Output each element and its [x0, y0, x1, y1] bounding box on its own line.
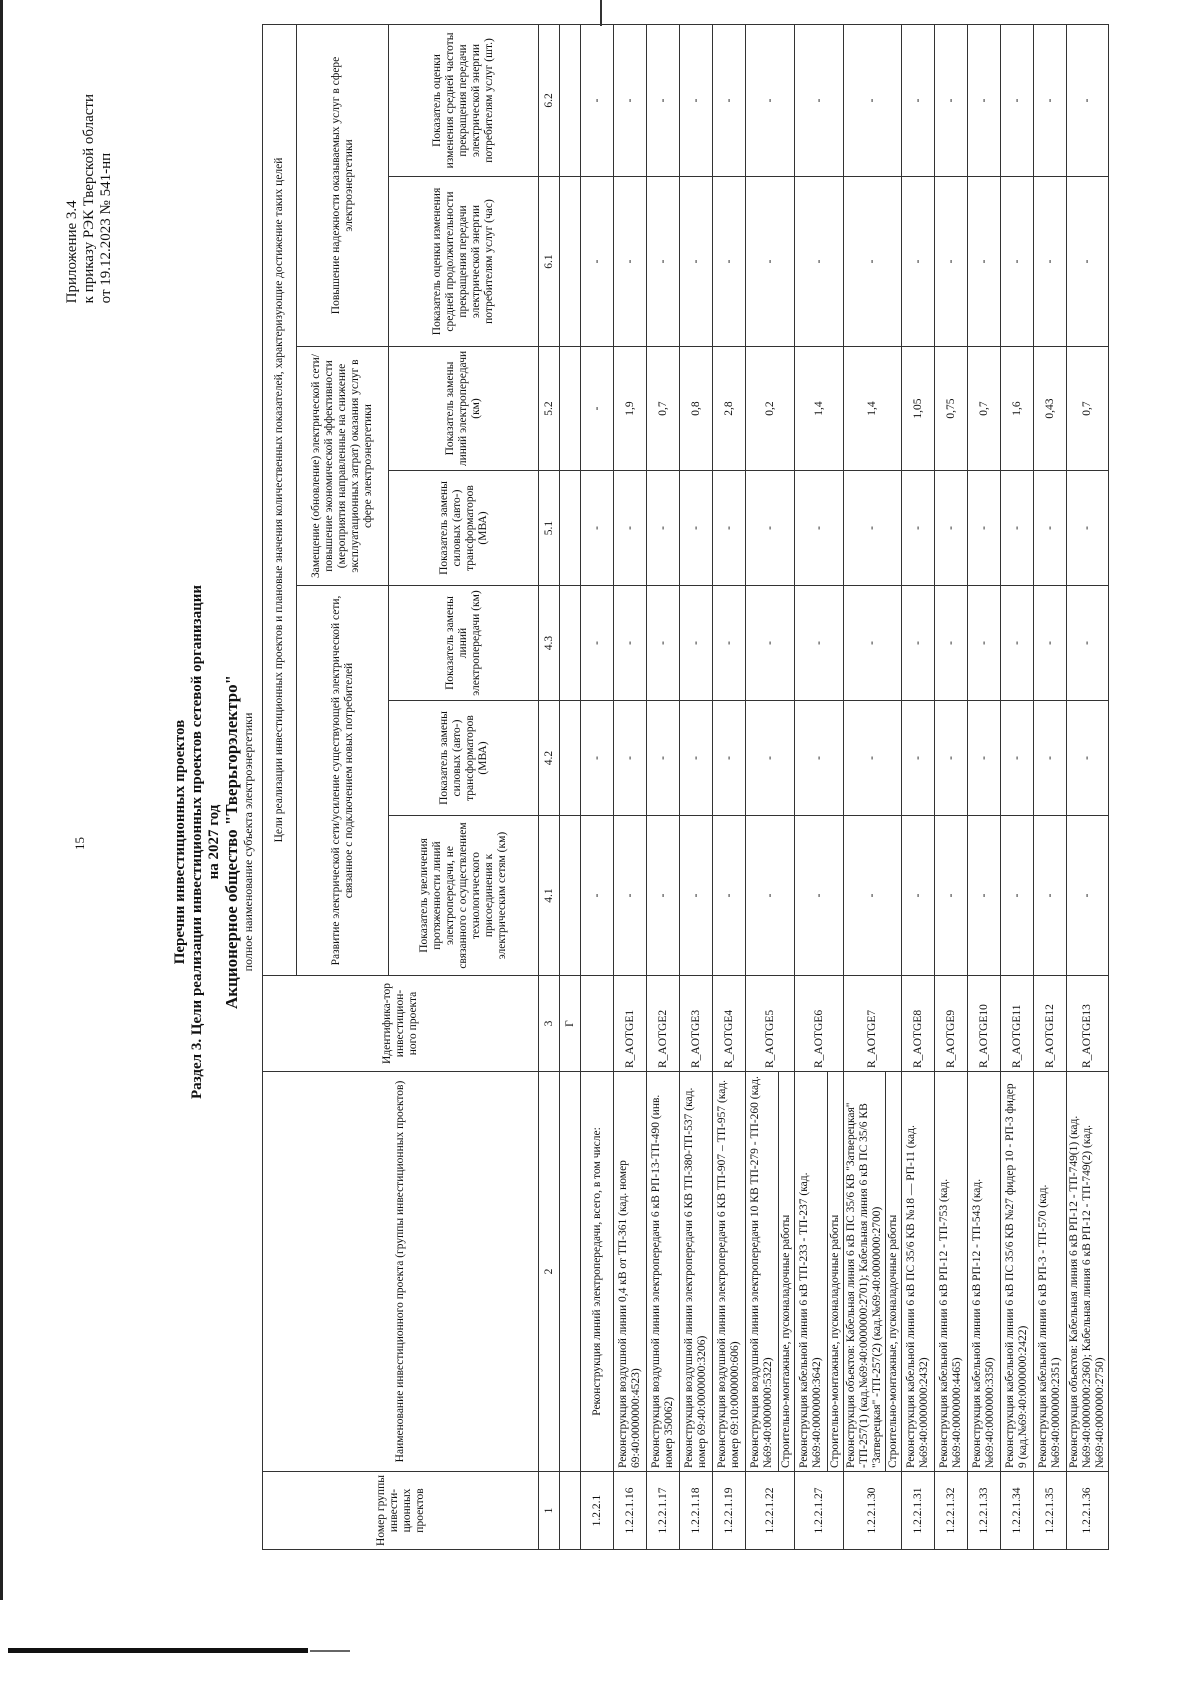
row-indicator-value: - [795, 471, 844, 586]
row-indicator-value: - [902, 816, 935, 976]
row-indicator-value: 1,05 [902, 347, 935, 471]
row-indicator-value: - [581, 24, 614, 176]
header-goal-replacement: Замещение (обновление) электрической сети/повышение экономической эффективности (мероприятия направленные на снижение эксплуатационных затрат) оказания услуг в сфере электроэнергетики [297, 347, 389, 586]
row-indicator-value: - [935, 177, 968, 347]
appendix-line-2: к приказу РЭК Тверской области [81, 94, 97, 304]
row-indicator-value: - [968, 816, 1001, 976]
row-indicator-value: - [1034, 471, 1067, 586]
row-indicator-value: - [713, 177, 746, 347]
table-row [581, 24, 614, 1549]
row-indicator-value: - [902, 471, 935, 586]
row-project-id: R_AOTGE11 [1001, 976, 1034, 1072]
row-indicator-value: 1,6 [1001, 347, 1034, 471]
row-project-id: R_AOTGE2 [647, 976, 680, 1072]
row-indicator-value: - [647, 24, 680, 176]
row-indicator-value: - [614, 471, 647, 586]
header-indicator-5-2: Показатель замены линий электропередачи (км) [389, 347, 539, 471]
header-indicator-4-3: Показатель замены линий электропередачи (км) [389, 586, 539, 701]
row-project-name: Реконструкция кабельной линии 6 кВ ПС 35/6 КВ №18 — РП-11 (кад.№69:40:0000000:2432) [902, 1072, 935, 1472]
header-indicator-6-1: Показатель оценки изменения средней продолжительности прекращения передачи электрической энергии потребителям услуг (час) [389, 177, 539, 347]
row-group-number: 1.2.2.1.36 [1067, 1472, 1109, 1550]
row-work-type: Строительно-монтажные, пусконаладочные работы [886, 1072, 902, 1472]
row-group-number: 1.2.2.1.18 [680, 1472, 713, 1550]
row-indicator-value: - [968, 586, 1001, 701]
column-number: 5.2 [539, 347, 560, 471]
investment-goals-table [262, 24, 1109, 1550]
row-indicator-value: - [844, 701, 902, 816]
organization-name: Акционерное общество "Тверьгорэлектро" [222, 674, 241, 1010]
header-indicator-4-2: Показатель замены силовых (авто-) трансформаторов (МВА) [389, 701, 539, 816]
row-indicator-value: - [1001, 177, 1034, 347]
header-goal-reliability: Повышение надежности оказываемых услуг в сфере электроэнергетики [297, 24, 389, 346]
table-row [746, 24, 779, 1549]
row-indicator-value: - [746, 701, 795, 816]
row-indicator-value: - [902, 586, 935, 701]
header-indicator-4-1: Показатель увеличения протяженности линий электропередачи, не связанного с осуществлением технологического присоединения к электрическим сетям (км) [389, 816, 539, 976]
row-group-number: 1.2.2.1.17 [647, 1472, 680, 1550]
column-number: 6.1 [539, 177, 560, 347]
row-indicator-value: - [647, 586, 680, 701]
row-indicator-value: - [1067, 471, 1109, 586]
document-heading [172, 24, 257, 1660]
row-project-id: R_AOTGE5 [746, 976, 795, 1072]
table-row [935, 24, 968, 1549]
row-indicator-value: - [902, 24, 935, 176]
table-row [844, 24, 886, 1549]
row-project-id: R_AOTGE7 [844, 976, 902, 1072]
row-indicator-value: - [795, 586, 844, 701]
row-project-name: Реконструкция кабельной линии 6 кВ ПС 35/6 КВ №27 фидер 10 - РП-3 фидер 9 (кад.№69:40:0000000:2422) [1001, 1072, 1034, 1472]
row-indicator-value: - [935, 24, 968, 176]
row-indicator-value: - [844, 816, 902, 976]
row-indicator-value: - [935, 586, 968, 701]
table-row [1001, 24, 1034, 1549]
heading-line-3: на 2027 год [206, 804, 222, 880]
row-indicator-value: - [902, 701, 935, 816]
row-indicator-value: - [844, 24, 902, 176]
row-indicator-value: - [713, 701, 746, 816]
row-project-name: Реконструкция кабельной линии 6 кВ ТП-233 - ТП-237 (кад. №69:40:0000000:3642) [795, 1072, 828, 1472]
table-row [614, 24, 647, 1549]
row-project-id: R_AOTGE9 [935, 976, 968, 1072]
row-project-id: R_AOTGE8 [902, 976, 935, 1072]
row-indicator-value: - [581, 177, 614, 347]
row-indicator-value: - [1001, 816, 1034, 976]
row-group-number: 1.2.2.1.34 [1001, 1472, 1034, 1550]
row-project-name: Реконструкция кабельной линии 6 кВ РП-12 - ТП-543 (кад.№69:40:0000000:3350) [968, 1072, 1001, 1472]
column-number: 3 [539, 976, 560, 1072]
row-project-id: R_AOTGE12 [1034, 976, 1067, 1072]
row-project-name: Реконструкция линий электропередачи, всего, в том числе: [581, 1072, 614, 1472]
row-group-number: 1.2.2.1.35 [1034, 1472, 1067, 1550]
page-number: 15 [72, 837, 87, 850]
row-project-name: Реконструкция объектов: Кабельная линия 6 кВ ПС 35/6 КВ "Затверецкая" -ТП-257(1) (кад.№69:40:0000000:2701); Кабельная линия 6 кВ ПС 35/6 КВ "Затверецкая" -ТП-257(2) (кад.№69:40:0000000:2700) [844, 1072, 886, 1472]
gamma-marker: Г [560, 976, 581, 1072]
table-row [795, 24, 828, 1549]
rotated-page [12, 24, 1172, 1660]
row-group-number: 1.2.2.1.19 [713, 1472, 746, 1550]
row-indicator-value: - [746, 816, 795, 976]
row-project-id: R_AOTGE6 [795, 976, 844, 1072]
row-project-name: Реконструкция воздушной линии электропередачи 6 КВ ТП-907 – ТП-957 (кад. номер 69:10:0000000:606) [713, 1072, 746, 1472]
row-indicator-value: - [647, 701, 680, 816]
header-indicator-6-2: Показатель оценки изменения средней частоты прекращения передачи электрической энергии потребителям услуг (шт.) [389, 24, 539, 176]
header-goals: Цели реализации инвестиционных проектов и плановые значения количественных показателей, характеризующие достижение таких целей [263, 24, 297, 975]
row-group-number: 1.2.2.1.33 [968, 1472, 1001, 1550]
gamma-row [560, 24, 581, 1549]
heading-line-1: Перечни инвестиционных проектов [172, 719, 188, 965]
row-project-name: Реконструкция воздушной линии электропередачи 6 кВ РП-13-ТП-490 (инв. номер 350062) [647, 1072, 680, 1472]
row-project-name: Реконструкция воздушной линии электропередачи 10 КВ ТП-279 - ТП-260 (кад. №69:40:0000000:5322) [746, 1072, 779, 1472]
row-indicator-value: - [844, 471, 902, 586]
row-group-number: 1.2.2.1.30 [844, 1472, 902, 1550]
row-indicator-value: - [1001, 471, 1034, 586]
row-indicator-value: - [614, 177, 647, 347]
row-indicator-value: 0,8 [680, 347, 713, 471]
row-indicator-value: - [1034, 816, 1067, 976]
row-project-name: Реконструкция кабельной линии 6 кВ РП-12 - ТП-753 (кад.№69:40:0000000:4465) [935, 1072, 968, 1472]
table-row [680, 24, 713, 1549]
row-indicator-value: - [795, 701, 844, 816]
row-indicator-value: - [1034, 177, 1067, 347]
organization-caption: полное наименование субъекта электроэнергетики [241, 712, 255, 972]
row-indicator-value: - [581, 701, 614, 816]
row-indicator-value: - [713, 24, 746, 176]
row-indicator-value: 2,8 [713, 347, 746, 471]
row-indicator-value: - [935, 816, 968, 976]
row-indicator-value: - [647, 816, 680, 976]
row-indicator-value: - [647, 471, 680, 586]
row-indicator-value: - [581, 586, 614, 701]
heading-line-2: Раздел 3. Цели реализации инвестиционных проектов сетевой организации [189, 584, 205, 1100]
row-indicator-value: - [935, 701, 968, 816]
row-indicator-value: - [795, 24, 844, 176]
column-number: 6.2 [539, 24, 560, 176]
row-indicator-value: 0,2 [746, 347, 795, 471]
row-indicator-value: - [935, 471, 968, 586]
row-indicator-value: - [968, 177, 1001, 347]
row-indicator-value: - [713, 471, 746, 586]
row-indicator-value: - [614, 24, 647, 176]
row-indicator-value: - [746, 24, 795, 176]
row-indicator-value: 0,7 [1067, 347, 1109, 471]
row-group-number: 1.2.2.1 [581, 1472, 614, 1550]
row-indicator-value: 1,4 [844, 347, 902, 471]
row-indicator-value: - [713, 816, 746, 976]
row-indicator-value: - [680, 471, 713, 586]
row-indicator-value: - [902, 177, 935, 347]
row-indicator-value: - [680, 586, 713, 701]
row-indicator-value: 1,9 [614, 347, 647, 471]
row-indicator-value: 1,4 [795, 347, 844, 471]
row-work-type: Строительно-монтажные, пусконаладочные работы [779, 1072, 795, 1472]
scan-left-edge [0, 0, 3, 1600]
row-work-type: Строительно-монтажные, пусконаладочные работы [828, 1072, 844, 1472]
row-indicator-value: - [680, 177, 713, 347]
row-project-id: R_AOTGE1 [614, 976, 647, 1072]
row-indicator-value: - [614, 586, 647, 701]
row-project-name: Реконструкция воздушной линии электропередачи 6 КВ ТП-380-ТП-537 (кад. номер 69:40:0000000:3206) [680, 1072, 713, 1472]
row-indicator-value: - [680, 701, 713, 816]
row-indicator-value: - [647, 177, 680, 347]
row-indicator-value: 0,7 [647, 347, 680, 471]
header-indicator-5-1: Показатель замены силовых (авто-) трансформаторов (МВА) [389, 471, 539, 586]
column-number: 1 [539, 1472, 560, 1550]
column-number: 2 [539, 1072, 560, 1472]
table-body [539, 24, 1109, 1549]
table-row [1067, 24, 1109, 1549]
row-indicator-value: - [1034, 701, 1067, 816]
row-indicator-value: - [795, 177, 844, 347]
row-project-id: R_AOTGE10 [968, 976, 1001, 1072]
column-number: 4.1 [539, 816, 560, 976]
column-number: 5.1 [539, 471, 560, 586]
row-indicator-value: - [1067, 586, 1109, 701]
row-indicator-value: 0,43 [1034, 347, 1067, 471]
row-indicator-value: - [746, 177, 795, 347]
appendix-line-3: от 19.12.2023 № 541-нп [98, 152, 114, 304]
row-group-number: 1.2.2.1.22 [746, 1472, 795, 1550]
row-indicator-value: - [1001, 586, 1034, 701]
row-indicator-value: - [614, 701, 647, 816]
row-indicator-value: - [968, 701, 1001, 816]
row-group-number: 1.2.2.1.32 [935, 1472, 968, 1550]
row-indicator-value: - [581, 816, 614, 976]
column-number: 4.3 [539, 586, 560, 701]
row-indicator-value: - [1001, 24, 1034, 176]
row-indicator-value: - [844, 177, 902, 347]
row-indicator-value: 0,7 [968, 347, 1001, 471]
row-indicator-value: - [713, 586, 746, 701]
row-group-number: 1.2.2.1.31 [902, 1472, 935, 1550]
table-row [968, 24, 1001, 1549]
row-project-name: Реконструкция объектов: Кабельная линия 6 кВ РП-12 - ТП-749(1) (кад.№69:40:0000000:2360); Кабельная линия 6 кВ РП-12 - ТП-749(2) (кад.№69:40:0000000:2750) [1067, 1072, 1109, 1472]
row-project-id [581, 976, 614, 1072]
row-group-number: 1.2.2.1.27 [795, 1472, 844, 1550]
row-project-id: R_AOTGE3 [680, 976, 713, 1072]
column-number-row [539, 24, 560, 1549]
row-indicator-value: - [581, 471, 614, 586]
row-project-id: R_AOTGE4 [713, 976, 746, 1072]
row-indicator-value: - [968, 471, 1001, 586]
header-project-id: Идентифика-тор инвестицион-ного проекта [263, 976, 539, 1072]
row-indicator-value: - [1067, 816, 1109, 976]
appendix-line-1: Приложение 3.4 [64, 200, 80, 304]
header-goal-development: Развитие электрической сети/усиление существующей электрической сети, связанное с подключением новых потребителей [297, 586, 389, 976]
row-project-name: Реконструкция кабельной линии 6 кВ РП-3 - ТП-570 (кад.№69:40:0000000:2351) [1034, 1072, 1067, 1472]
row-group-number: 1.2.2.1.16 [614, 1472, 647, 1550]
appendix-block [64, 94, 115, 303]
table-row [1034, 24, 1067, 1549]
row-project-id: R_AOTGE13 [1067, 976, 1109, 1072]
table-row [647, 24, 680, 1549]
row-project-name: Реконструкция воздушной линии 0,4 кВ от ТП-361 (кад. номер 69:40:0000000:4523) [614, 1072, 647, 1472]
row-indicator-value: - [746, 586, 795, 701]
row-indicator-value: - [1001, 701, 1034, 816]
row-indicator-value: 0,75 [935, 347, 968, 471]
row-indicator-value: - [1067, 701, 1109, 816]
header-project-name: Наименование инвестиционного проекта (группы инвестиционных проектов) [263, 1072, 539, 1472]
row-indicator-value: - [680, 816, 713, 976]
row-indicator-value: - [968, 24, 1001, 176]
column-number: 4.2 [539, 701, 560, 816]
row-indicator-value: - [614, 816, 647, 976]
row-indicator-value: - [680, 24, 713, 176]
row-indicator-value: - [1067, 177, 1109, 347]
row-indicator-value: - [795, 816, 844, 976]
table-row [902, 24, 935, 1549]
table-row [713, 24, 746, 1549]
row-indicator-value: - [581, 347, 614, 471]
row-indicator-value: - [1034, 586, 1067, 701]
row-indicator-value: - [844, 586, 902, 701]
header-group-number: Номер группы инвести-ционных проектов [263, 1472, 539, 1550]
row-indicator-value: - [1034, 24, 1067, 176]
row-indicator-value: - [746, 471, 795, 586]
row-indicator-value: - [1067, 24, 1109, 176]
scan-top-mark [600, 0, 602, 26]
